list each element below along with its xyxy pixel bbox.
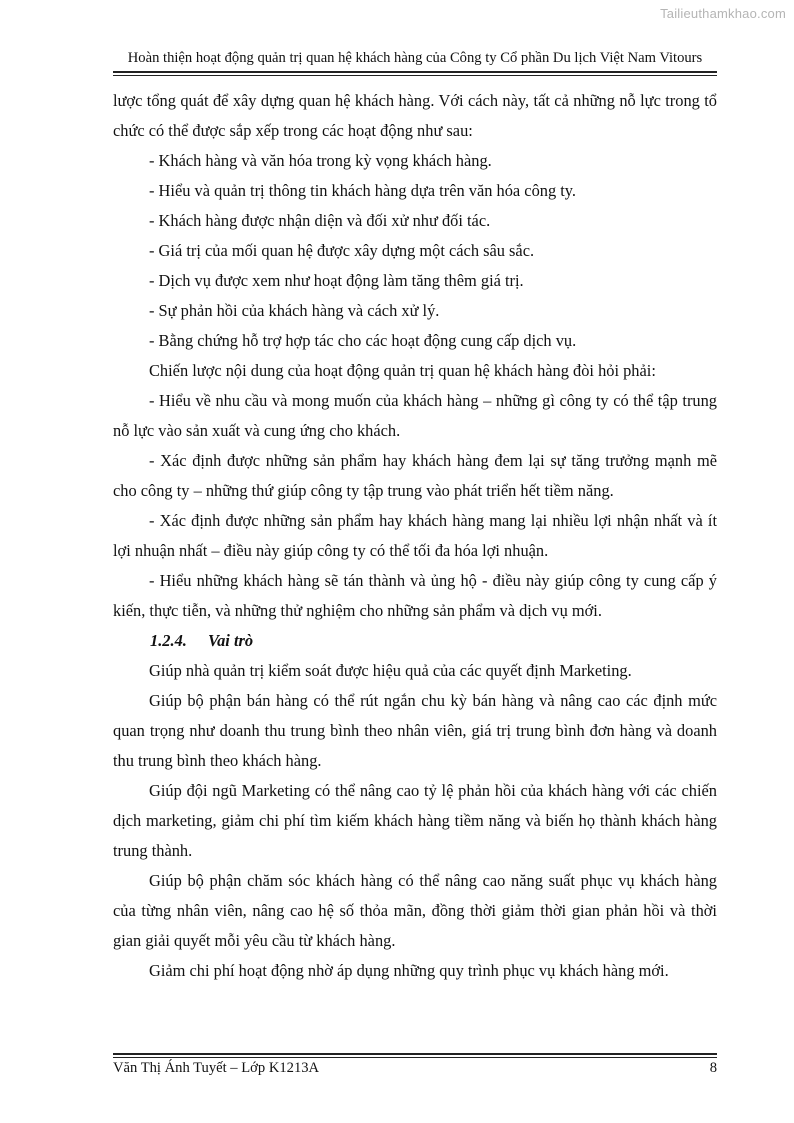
- activity-item: - Sự phản hồi của khách hàng và cách xử lý.: [149, 301, 440, 320]
- page-content: [113, 86, 717, 986]
- strategy-intro: Chiến lược nội dung của hoạt động quản trị quan hệ khách hàng đòi hỏi phải:: [149, 361, 656, 380]
- activity-item: - Giá trị của mối quan hệ được xây dựng một cách sâu sắc.: [149, 241, 535, 260]
- role-paragraph: Giảm chi phí hoạt động nhờ áp dụng những quy trình phục vụ khách hàng mới.: [149, 961, 669, 980]
- role-paragraph: Giúp bộ phận bán hàng có thể rút ngắn chu kỳ bán hàng và nâng cao các định mức quan trọng như doanh thu trung bình theo nhân viên, giá trị trung bình đơn hàng và doanh thu trung bình theo khách hàng.: [113, 691, 717, 770]
- footer-author: Văn Thị Ánh Tuyết – Lớp K1213A: [113, 1060, 320, 1076]
- activity-item: - Dịch vụ được xem như hoạt động làm tăng thêm giá trị.: [149, 271, 524, 290]
- page-number: 8: [709, 1060, 717, 1076]
- section-heading: [113, 626, 717, 656]
- section-number: 1.2.4.: [150, 631, 187, 650]
- section-title: Vai trò: [208, 631, 254, 650]
- role-paragraph: Giúp đội ngũ Marketing có thể nâng cao tỷ lệ phản hồi của khách hàng với các chiến dịch marketing, giảm chi phí tìm kiếm khách hàng tiềm năng và biến họ thành khách hàng trung thành.: [113, 781, 717, 860]
- watermark-text: Tailieuthamkhao.com: [660, 6, 786, 21]
- strategy-item: - Xác định được những sản phẩm hay khách hàng mang lại nhiều lợi nhận nhất và ít lợi nhuận nhất – điều này giúp công ty có thể tối đa hóa lợi nhuận.: [113, 511, 717, 560]
- running-header: Hoàn thiện hoạt động quản trị quan hệ khách hàng của Công ty Cổ phần Du lịch Việt Nam Vitours: [127, 50, 703, 66]
- role-paragraph: Giúp nhà quản trị kiểm soát được hiệu quả của các quyết định Marketing.: [149, 661, 632, 680]
- activity-item: - Khách hàng và văn hóa trong kỳ vọng khách hàng.: [149, 151, 492, 170]
- strategy-item: - Xác định được những sản phẩm hay khách hàng đem lại sự tăng trưởng mạnh mẽ cho công ty – những thứ giúp công ty tập trung vào phát triển hết tiềm năng.: [113, 451, 717, 500]
- strategy-item: - Hiểu những khách hàng sẽ tán thành và ủng hộ - điều này giúp công ty cung cấp ý kiến, thực tiễn, và những thử nghiệm cho những sản phẩm và dịch vụ mới.: [113, 571, 717, 620]
- activity-item: - Khách hàng được nhận diện và đối xử như đối tác.: [149, 211, 491, 230]
- strategy-item: - Hiểu về nhu cầu và mong muốn của khách hàng – những gì công ty có thể tập trung nỗ lực vào sản xuất và cung ứng cho khách.: [113, 391, 717, 440]
- role-paragraph: Giúp bộ phận chăm sóc khách hàng có thể nâng cao năng suất phục vụ khách hàng của từng nhân viên, nâng cao hệ số thỏa mãn, đồng thời giảm thời gian phản hồi và thời gian giải quyết mỗi yêu cầu từ khách hàng.: [113, 871, 717, 950]
- header-divider: [113, 71, 717, 76]
- intro-paragraph: lược tổng quát để xây dựng quan hệ khách hàng. Với cách này, tất cả những nỗ lực trong tổ chức có thể được sắp xếp trong các hoạt động như sau:: [113, 91, 717, 140]
- activity-item: - Hiểu và quản trị thông tin khách hàng dựa trên văn hóa công ty.: [149, 181, 577, 200]
- activity-item: - Bằng chứng hỗ trợ hợp tác cho các hoạt động cung cấp dịch vụ.: [149, 331, 577, 350]
